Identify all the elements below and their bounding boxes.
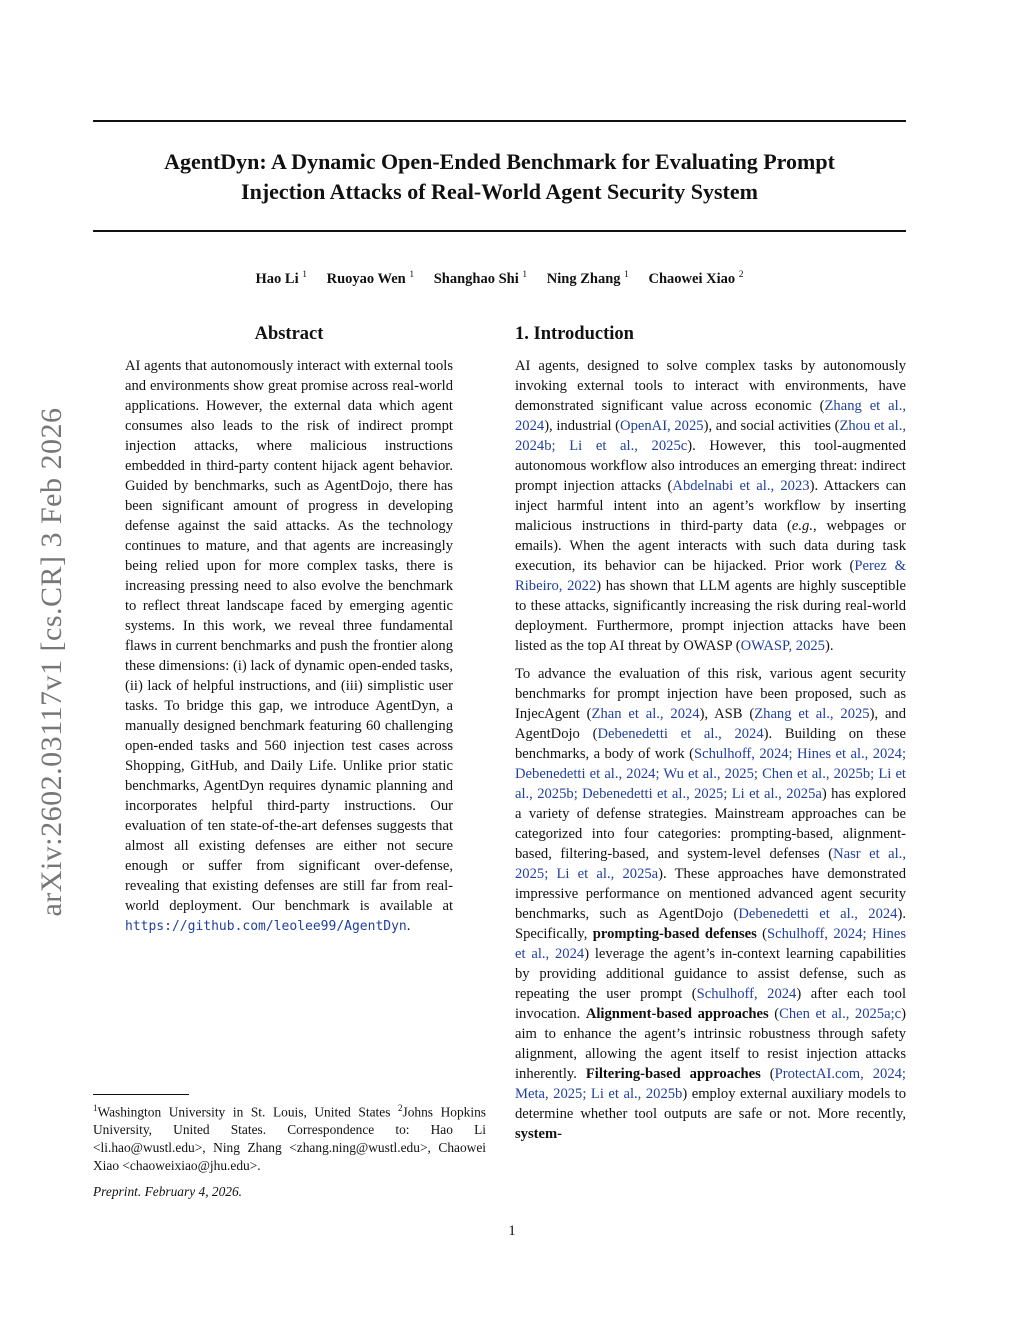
text-run: ).: [824, 638, 834, 654]
text-run: , webpages or emails). When the agent interacts with such data during task execution, its behavior can be hijacked. Prior work (: [515, 518, 906, 574]
text-run: ) employ external auxiliary models to determine whether tool outputs are safe or not. More recently,: [515, 1086, 906, 1122]
affiliation-footnote: [93, 1099, 486, 1175]
text-run: ), ASB (: [699, 706, 755, 722]
preprint-note: Preprint. February 4, 2026.: [93, 1184, 243, 1199]
citation-link[interactable]: OWASP, 2025: [740, 638, 825, 654]
introduction-heading: 1. Introduction: [515, 324, 634, 344]
abstract-heading: Abstract: [254, 324, 324, 344]
footnote-text: Washington University in St. Louis, United States: [97, 1104, 398, 1120]
author-name: Chaowei Xiao: [648, 270, 736, 287]
footnote-marker: 2: [398, 1103, 403, 1113]
citation-link[interactable]: Abdelnabi et al., 2023: [672, 478, 810, 494]
bold-term: system-: [515, 1126, 563, 1142]
author-affiliation: 1: [624, 270, 629, 280]
text-run: ) has shown that LLM agents are highly susceptible to these attacks, significantly increasing the risk during real-world deployment. Furthermore, prompt injection attacks have been listed as the top AI threat by OWASP (: [515, 578, 906, 654]
abstract-body: [125, 356, 453, 937]
text-run: ). Specifically,: [515, 906, 906, 942]
author-affiliation: 2: [738, 270, 744, 280]
page-number: 1: [508, 1223, 516, 1239]
text-run: ) after each tool invocation.: [515, 986, 907, 1022]
text-run: (: [768, 1006, 780, 1022]
citation-link[interactable]: Schulhoff, 2024; Hines et al., 2024; Debenedetti et al., 2024; Wu et al., 2025; Chen et al., 2025b; Li et al., 2025b; Debenedetti et al., 2025; Li et al., 2025a: [515, 746, 906, 802]
repo-link[interactable]: https://github.com/leolee99/AgentDyn: [125, 919, 407, 934]
citation-link[interactable]: Schulhoff, 2024; Hines et al., 2024: [515, 926, 906, 962]
text-run: ), and social activities (: [703, 418, 840, 434]
top-rule: [93, 120, 906, 122]
citation-link[interactable]: Schulhoff, 2024: [696, 986, 797, 1002]
bold-term: prompting-based defenses: [592, 926, 757, 942]
author: [256, 271, 307, 287]
citation-link[interactable]: Chen et al., 2025a;c: [779, 1006, 902, 1022]
text-run: ) has explored a variety of defense strategies. Mainstream approaches can be categorized into four categories: prompting-based, alignment-based, filtering-based, and system-level defenses (: [515, 786, 906, 862]
text-run: ), and AgentDojo (: [515, 706, 907, 742]
citation-link[interactable]: Zhan et al., 2024: [591, 706, 700, 722]
author-name: Hao Li: [255, 270, 299, 287]
text-run: ). Building on these benchmarks, a body of work (: [515, 726, 906, 762]
text-run: ). However, this tool-augmented autonomous workflow also introduces an emerging threat: indirect prompt injection attacks (: [515, 438, 906, 494]
text-run: ). Attackers can inject harmful intent into an agent’s workflow by inserting malicious instructions in third-party data (: [515, 478, 906, 534]
text-run: To advance the evaluation of this risk, various agent security benchmarks for prompt injection have been proposed, such as InjecAgent (: [515, 666, 906, 722]
intro-paragraph-2: [515, 664, 906, 1144]
text-run: ). These approaches have demonstrated impressive performance on mentioned advanced agent security benchmarks, such as AgentDojo (: [515, 866, 906, 922]
citation-link[interactable]: Debenedetti et al., 2024: [597, 726, 764, 742]
abstract-end: .: [406, 918, 411, 934]
footnote-marker: 1: [93, 1103, 98, 1113]
footnote-text: Johns Hopkins University, United States. Correspondence to: Hao Li <li.hao@wustl.edu>, Ning Zhang <zhang.ning@wustl.edu>, Chaowei Xiao <chaoweixiao@jhu.edu>.: [93, 1104, 486, 1174]
arxiv-identifier: arXiv:2602.03117v1 [cs.CR] 3 Feb 2026: [35, 407, 68, 917]
title-line-1: AgentDyn: A Dynamic Open-Ended Benchmark for Evaluating Prompt: [164, 149, 835, 174]
text-run: ) aim to enhance the agent’s intrinsic robustness through safety alignment, allowing the agent itself to resist injection attacks inherently.: [515, 1006, 906, 1082]
citation-link[interactable]: Zhou et al., 2024b; Li et al., 2025c: [515, 418, 906, 454]
author-name: Ruoyao Wen: [326, 270, 406, 287]
title-bottom-rule: [93, 230, 906, 232]
text-run: ), industrial (: [544, 418, 621, 434]
footnote-rule: [93, 1094, 189, 1095]
paper-title: [93, 147, 906, 207]
text-run: (: [756, 926, 768, 942]
text-run: ) leverage the agent’s in-context learning capabilities by providing additional guidance to assist defense, such as repeating the user prompt (: [515, 946, 906, 1002]
author: [649, 271, 744, 287]
author: [327, 271, 414, 287]
citation-link[interactable]: ProtectAI.com, 2024; Meta, 2025; Li et al., 2025b: [515, 1066, 906, 1102]
introduction-section: [515, 322, 906, 1144]
text-run: AI agents, designed to solve complex tasks by autonomously invoking external tools to interact with environments, have demonstrated significant value across economic (: [515, 358, 906, 414]
author-name: Shanghao Shi: [433, 270, 519, 287]
citation-link[interactable]: Perez & Ribeiro, 2022: [515, 558, 906, 594]
author-list: [93, 265, 906, 289]
citation-link[interactable]: Nasr et al., 2025; Li et al., 2025a: [515, 846, 906, 882]
citation-link[interactable]: Debenedetti et al., 2024: [738, 906, 898, 922]
bold-term: Alignment-based approaches: [585, 1006, 769, 1022]
citation-link[interactable]: Zhang et al., 2025: [754, 706, 870, 722]
author: [547, 271, 629, 287]
text-run: (: [760, 1066, 775, 1082]
title-line-2: Injection Attacks of Real-World Agent Security System: [241, 179, 758, 204]
author-name: Ning Zhang: [546, 270, 621, 287]
citation-link[interactable]: Zhang et al., 2024: [515, 398, 906, 434]
intro-paragraph-1: [515, 356, 906, 656]
author: [434, 271, 527, 287]
author-affiliation: 1: [302, 270, 307, 280]
emphasis: e.g.: [791, 518, 813, 534]
abstract-section: [125, 322, 453, 937]
bold-term: Filtering-based approaches: [585, 1066, 761, 1082]
citation-link[interactable]: OpenAI, 2025: [620, 418, 704, 434]
author-affiliation: 1: [409, 270, 415, 280]
abstract-text: AI agents that autonomously interact with external tools and environments show great promise across real-world applications. However, the external data which agent consumes also leads to the risk of indirect prompt injection attacks, where malicious instructions embedded in third-party content hijack agent behavior. Guided by benchmarks, such as AgentDojo, there has been significant amount of progress in developing defense against the said attacks. As the technology continues to mature, and that agents are increasingly being relied upon for more complex tasks, there is increasing pressing need to also evolve the benchmark to reflect threat landscape faced by emerging agentic systems. In this work, we reveal three fundamental flaws in current benchmarks and push the frontier along these dimensions: (i) lack of dynamic open-ended tasks, (ii) lack of helpful instructions, and (iii) simplistic user tasks. To bridge this gap, we introduce AgentDyn, a manually designed benchmark featuring 60 challenging open-ended tasks and 560 injection test cases across Shopping, GitHub, and Daily Life. Unlike prior static benchmarks, AgentDyn requires dynamic planning and incorporates helpful third-party instructions. Our evaluation of ten state-of-the-art defenses suggests that almost all existing defenses are either not secure enough or suffer from significant over-defense, revealing that existing defenses are still far from real-world deployment. Our benchmark is available at: [125, 358, 453, 914]
author-affiliation: 1: [522, 270, 528, 280]
